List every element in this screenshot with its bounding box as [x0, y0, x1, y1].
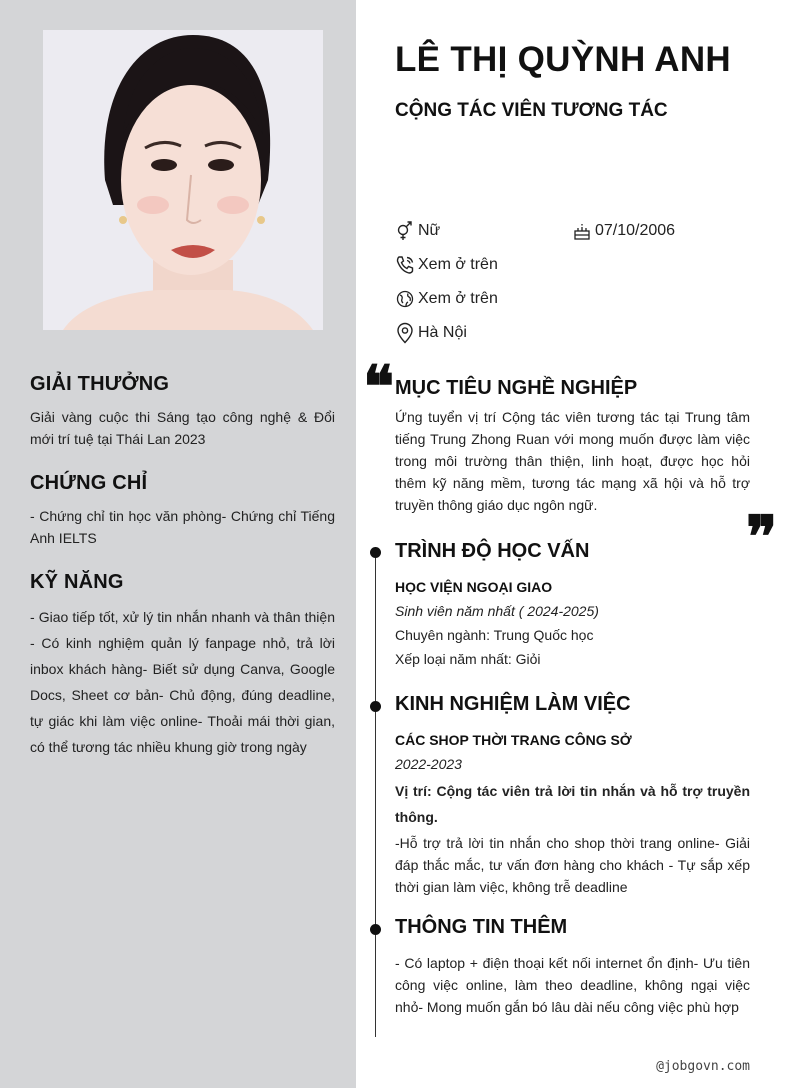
gender-icon: [395, 221, 415, 241]
education-title: TRÌNH ĐỘ HỌC VẤN: [395, 540, 590, 562]
awards-title: GIẢI THƯỞNG: [30, 373, 170, 395]
gender-info: [395, 220, 440, 242]
phone-icon: [395, 255, 415, 275]
experience-period: 2022-2023: [395, 756, 462, 772]
footer-watermark: @jobgovn.com: [656, 1059, 750, 1074]
timeline-line: [375, 547, 376, 1037]
person-name: LÊ THỊ QUỲNH ANH: [395, 40, 732, 79]
objective-title: MỤC TIÊU NGHỀ NGHIỆP: [395, 377, 638, 399]
experience-title: KINH NGHIỆM LÀM VIỆC: [395, 693, 631, 715]
cake-icon: [572, 221, 592, 241]
location-text: Hà Nội: [418, 324, 467, 341]
education-major: Chuyên ngành: Trung Quốc học: [395, 627, 594, 643]
education-school: HỌC VIỆN NGOẠI GIAO: [395, 579, 553, 595]
education-period: Sinh viên năm nhất ( 2024-2025): [395, 603, 599, 619]
quote-open-icon: ❝: [363, 353, 395, 421]
education-grade: Xếp loại năm nhất: Giỏi: [395, 651, 541, 667]
profile-photo: [43, 30, 323, 330]
experience-role: Vị trí: Cộng tác viên trả lời tin nhắn và hỗ trợ truyền thông.: [395, 783, 750, 825]
job-title: CỘNG TÁC VIÊN TƯƠNG TÁC: [395, 100, 668, 121]
gender-text: Nữ: [418, 222, 441, 239]
birthday-info: [572, 220, 675, 242]
quote-close-icon: ❞: [746, 503, 778, 571]
website-text: Xem ở trên: [418, 290, 498, 307]
certificates-text: - Chứng chỉ tin học văn phòng- Chứng chỉ Tiếng Anh IELTS: [30, 508, 335, 546]
experience-block: [395, 728, 750, 898]
skills-section: [30, 571, 335, 760]
map-pin-icon: [395, 322, 415, 344]
skills-title: KỸ NĂNG: [30, 571, 124, 593]
experience-description: -Hỗ trợ trả lời tin nhắn cho shop thời trang online- Giải đáp thắc mắc, tư vấn đơn hàng cho khách - Tự sắp xếp thời gian làm việc, không trễ deadline: [395, 835, 750, 895]
skills-text: - Giao tiếp tốt, xử lý tin nhắn nhanh và thân thiện - Có kinh nghiệm quản lý fanpage nhỏ, trả lời inbox khách hàng- Biết sử dụng Canva, Google Docs, Sheet cơ bản- Chủ động, đúng deadline, tự giác khi làm việc online- Thoải mái thời gian, có thể tương tác nhiều khung giờ trong ngày: [30, 609, 335, 755]
awards-text: Giải vàng cuộc thi Sáng tạo công nghệ & Đổi mới trí tuệ tại Thái Lan 2023: [30, 409, 335, 447]
additional-text: - Có laptop + điện thoại kết nối internet ổn định- Ưu tiên công việc online, làm theo deadline, không ngại việc nhỏ- Mong muốn gắn bó lâu dài nếu công việc phù hợp: [395, 955, 750, 1015]
timeline-dot-additional: [370, 924, 381, 935]
certificates-section: [30, 472, 335, 549]
awards-section: [30, 373, 335, 450]
education-block: [395, 575, 750, 671]
timeline-dot-education: [370, 547, 381, 558]
certificates-title: CHỨNG CHỈ: [30, 472, 148, 494]
birthday-text: 07/10/2006: [595, 222, 676, 239]
website-info: [395, 288, 498, 310]
experience-company: CÁC SHOP THỜI TRANG CÔNG SỞ: [395, 732, 632, 748]
location-info: [395, 322, 467, 344]
objective-text: Ứng tuyển vị trí Cộng tác viên tương tác tại Trung tâm tiếng Trung Zhong Ruan với mong muốn được làm việc trong môi trường thân thiện, linh hoạt, được học hỏi thêm kỹ năng mềm, tương tác mạng xã hội và hỗ trợ truyền thông giáo dục ngôn ngữ.: [395, 409, 750, 513]
globe-icon: [395, 289, 415, 309]
phone-info: [395, 254, 498, 276]
timeline-dot-experience: [370, 701, 381, 712]
additional-title: THÔNG TIN THÊM: [395, 916, 568, 938]
phone-text: Xem ở trên: [418, 256, 498, 273]
